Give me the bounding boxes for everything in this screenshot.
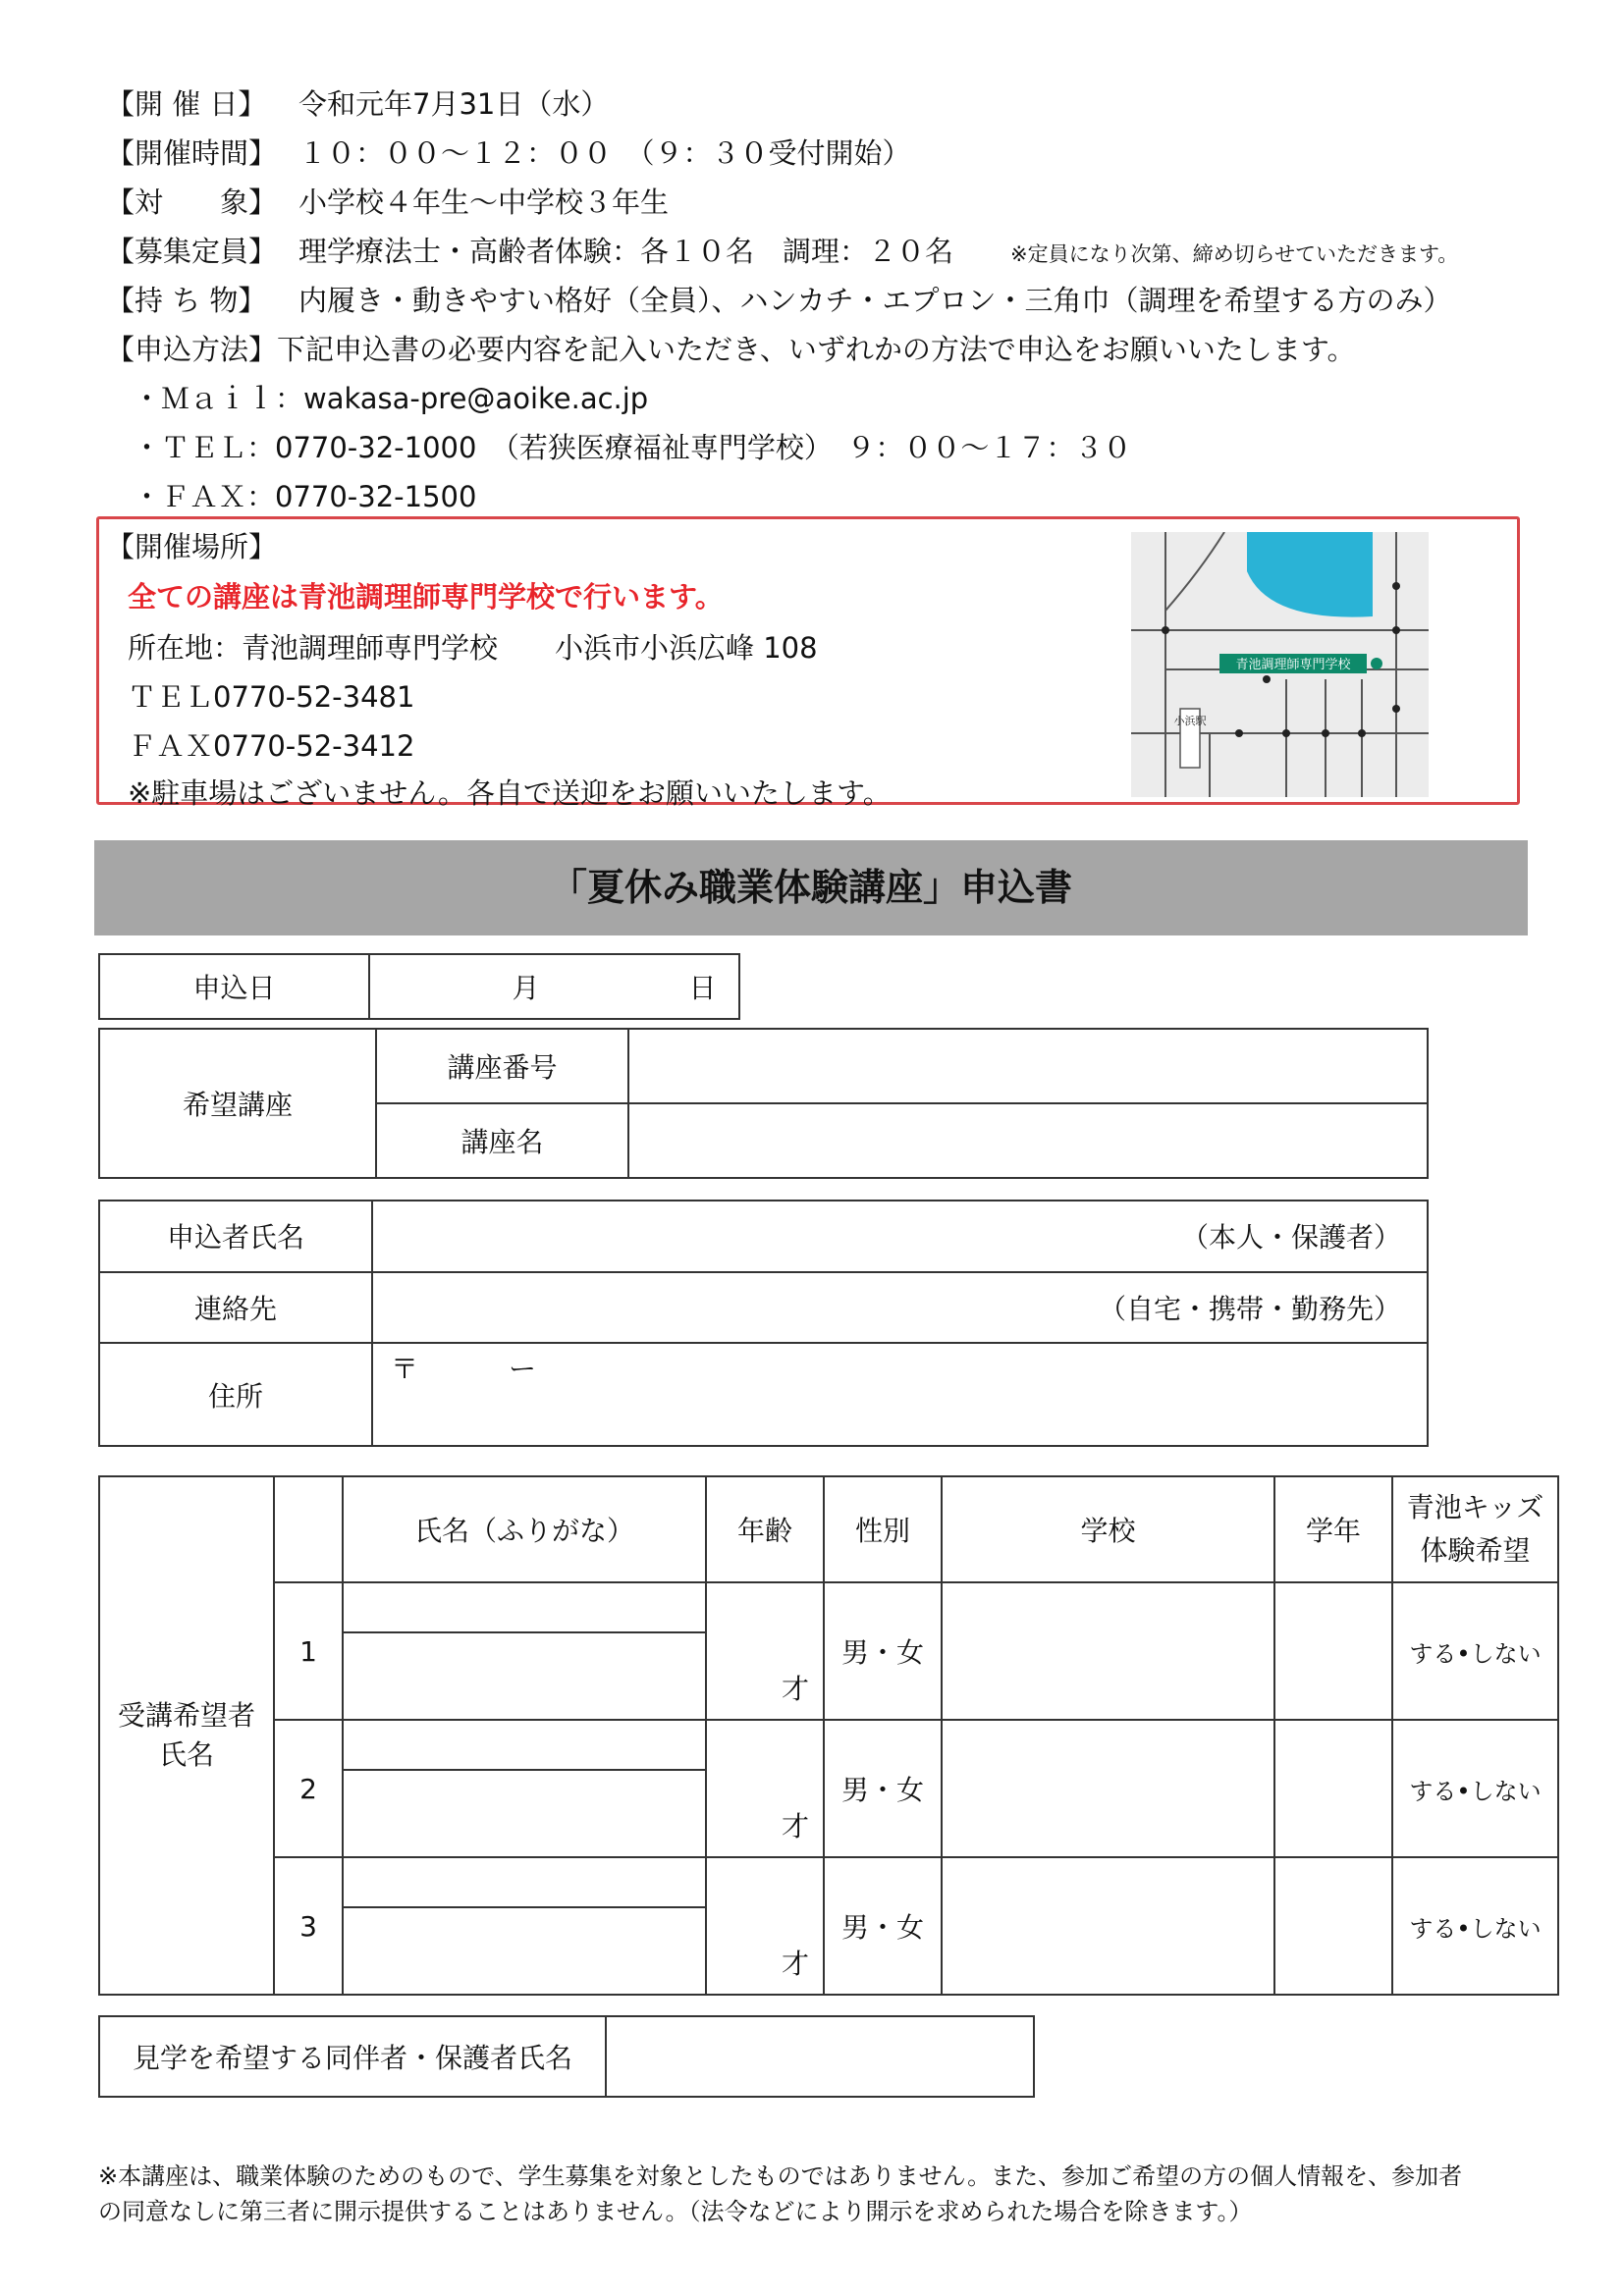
row-name-cell: [343, 1857, 706, 1995]
info-items-label: 【持 ち 物】: [106, 284, 267, 317]
address-field[interactable]: [372, 1343, 1428, 1446]
apply-month: 月: [512, 972, 540, 1004]
applicant-table: [98, 1200, 1429, 1447]
row-age-unit: 才: [781, 1673, 809, 1705]
row-number: 1: [274, 1582, 343, 1720]
row-name-field[interactable]: [344, 1908, 705, 1994]
info-target-label: 【対 象】: [106, 186, 278, 219]
apply-day: 日: [688, 972, 717, 1004]
header-kids: [1392, 1476, 1558, 1582]
info-method: [106, 330, 1356, 369]
contact-note: （自宅・携帯・勤務先）: [1098, 1292, 1401, 1325]
info-capacity: [106, 232, 1458, 271]
row-gender[interactable]: 男・女: [824, 1720, 942, 1857]
row-name-cell: [343, 1720, 706, 1857]
contact-mail: ・Ｍａｉｌ：wakasa-pre@aoike.ac.jp: [133, 382, 649, 415]
access-map-graphic: [1131, 532, 1429, 797]
header-number: [274, 1476, 343, 1582]
venue-notice: [128, 577, 724, 616]
companion-table: [98, 2015, 1035, 2098]
contact-label: 連絡先: [99, 1272, 372, 1344]
row-gender[interactable]: 男・女: [824, 1582, 942, 1720]
address-label: 住所: [99, 1343, 372, 1446]
applicant-name-label: 申込者氏名: [99, 1201, 372, 1272]
companion-label: 見学を希望する同伴者・保護者氏名: [99, 2016, 606, 2097]
row-name-field[interactable]: [344, 1771, 705, 1856]
row-school-field[interactable]: [942, 1582, 1274, 1720]
course-name-label: 講座名: [376, 1103, 628, 1178]
row-furigana-field[interactable]: [344, 1583, 705, 1633]
header-gender: 性別: [824, 1476, 942, 1582]
course-label: 希望講座: [99, 1029, 376, 1178]
venue-notice-prefix: 全ての講座は: [128, 580, 299, 614]
footnote-line2: の同意なしに第三者に開示提供することはありません。（法令などにより開示を求められた場合を除きます。）: [98, 2198, 1253, 2225]
info-items: [106, 281, 1452, 320]
info-date-value: 令和元年7月31日（水）: [298, 87, 610, 121]
info-method-value: 下記申込書の必要内容を記入いただき、いずれかの方法で申込をお願いいたします。: [277, 333, 1356, 366]
postal-mark: 〒: [391, 1353, 419, 1386]
row-number: 2: [274, 1720, 343, 1857]
row-gender[interactable]: 男・女: [824, 1857, 942, 1995]
course-name-field[interactable]: [628, 1103, 1428, 1178]
venue-label: 【開催場所】: [106, 530, 278, 563]
access-map: [1131, 532, 1429, 797]
header-school: 学校: [942, 1476, 1274, 1582]
row-kids-choice[interactable]: する•しない: [1392, 1857, 1558, 1995]
row-name-field[interactable]: [344, 1633, 705, 1719]
course-number-field[interactable]: [628, 1029, 1428, 1103]
contact-tel: ・ＴＥＬ：0770-32-1000 （若狭医療福祉専門学校） ９：００～１７：３０: [133, 431, 1132, 464]
footnote-line1: ※本講座は、職業体験のためのもので、学生募集を対象としたものではありません。また、参加ご希望の方の個人情報を、参加者: [98, 2163, 1463, 2190]
row-number: 3: [274, 1857, 343, 1995]
row-school-field[interactable]: [942, 1720, 1274, 1857]
row-furigana-field[interactable]: [344, 1858, 705, 1908]
info-capacity-label: 【募集定員】: [106, 235, 278, 268]
row-age-unit: 才: [781, 1810, 809, 1842]
venue-tel: ＴＥＬ0770-52-3481: [128, 680, 415, 714]
map-school-label: 青池調理師専門学校: [1235, 658, 1351, 672]
venue-address: 所在地：青池調理師専門学校 小浜市小浜広峰 108: [128, 631, 818, 665]
participants-label: [99, 1476, 274, 1995]
apply-date-field[interactable]: [369, 954, 739, 1019]
contact-fax: ・ＦＡＸ：0770-32-1500: [133, 480, 477, 513]
info-time-value: １０：００～１２：００ （９：３０受付開始）: [298, 136, 911, 170]
row-age-field[interactable]: [706, 1857, 824, 1995]
info-time: [106, 133, 911, 173]
row-grade-field[interactable]: [1274, 1720, 1392, 1857]
apply-date-label: 申込日: [99, 954, 369, 1019]
info-capacity-value: 理学療法士・高齢者体験：各１０名 調理：２０名: [298, 235, 954, 268]
venue-parking: ※駐車場はございません。各自で送迎をお願いいたします。: [128, 776, 892, 810]
row-age-unit: 才: [781, 1948, 809, 1980]
row-furigana-field[interactable]: [344, 1721, 705, 1771]
venue-notice-suffix: で行います。: [555, 580, 724, 614]
row-kids-choice[interactable]: する•しない: [1392, 1720, 1558, 1857]
row-kids-choice[interactable]: する•しない: [1392, 1582, 1558, 1720]
row-grade-field[interactable]: [1274, 1582, 1392, 1720]
header-age: 年齢: [706, 1476, 824, 1582]
header-name: 氏名（ふりがな）: [343, 1476, 706, 1582]
info-date: [106, 84, 609, 124]
info-items-value: 内履き・動きやすい格好（全員）、ハンカチ・エプロン・三角巾（調理を希望する方のみ）: [298, 284, 1452, 317]
postal-dash: ー: [509, 1353, 537, 1386]
header-grade: 学年: [1274, 1476, 1392, 1582]
header-kids-text: 青池キッズ体験希望: [1406, 1491, 1544, 1567]
companion-field[interactable]: [606, 2016, 1034, 2097]
map-station-label: 小浜駅: [1173, 715, 1207, 727]
course-table: [98, 1028, 1429, 1179]
applicant-name-note: （本人・保護者）: [1180, 1221, 1401, 1255]
participants-label-text: 受講希望者氏名: [117, 1699, 255, 1771]
applicant-name-field[interactable]: [372, 1201, 1428, 1272]
info-time-label: 【開催時間】: [106, 136, 278, 170]
row-grade-field[interactable]: [1274, 1857, 1392, 1995]
info-method-label: 【申込方法】: [106, 333, 278, 366]
participants-table: [98, 1475, 1559, 1996]
row-age-field[interactable]: [706, 1582, 824, 1720]
info-target: [106, 183, 669, 222]
info-date-label: 【開 催 日】: [106, 87, 267, 121]
form-title: 「夏休み職業体験講座」申込書: [94, 840, 1528, 935]
course-number-label: 講座番号: [376, 1029, 628, 1103]
venue-fax: ＦＡＸ0770-52-3412: [128, 729, 415, 763]
row-school-field[interactable]: [942, 1857, 1274, 1995]
info-capacity-note: ※定員になり次第、締め切らせていただきます。: [1010, 242, 1459, 266]
contact-field[interactable]: [372, 1272, 1428, 1344]
info-target-value: 小学校４年生～中学校３年生: [298, 186, 670, 219]
apply-date-table: [98, 953, 740, 1020]
row-age-field[interactable]: [706, 1720, 824, 1857]
venue-notice-school: 青池調理師専門学校: [298, 580, 556, 614]
row-name-cell: [343, 1582, 706, 1720]
